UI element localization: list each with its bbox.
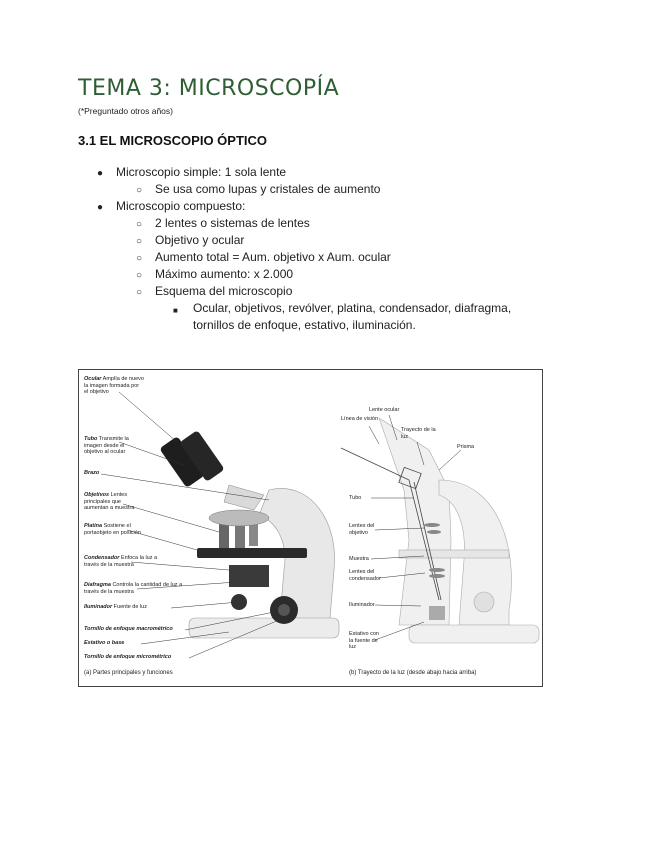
label-iluminador: Iluminador Fuente de luz	[84, 604, 147, 610]
label-condensador: Condensador Enfoca la luz a través de la muestra	[84, 555, 158, 568]
bullet-circle-icon: ○	[136, 253, 143, 264]
label-prisma: Prisma	[457, 444, 475, 450]
list-item: Ocular, objetivos, revólver, platina, condensador, diafragma,	[193, 301, 512, 315]
list-item: Se usa como lupas y cristales de aumento	[155, 182, 381, 196]
list-item: tornillos de enfoque, estativo, iluminación.	[193, 318, 416, 332]
label-tornillo-micrometrico: Tornillo de enfoque micrométrico	[84, 654, 172, 660]
section-heading: 3.1 EL MICROSCOPIO ÓPTICO	[78, 133, 268, 148]
list-item: Esquema del microscopio	[155, 284, 293, 298]
page-title: TEMA 3: MICROSCOPÍA	[78, 76, 340, 101]
label-estativo: Estativo o base	[84, 640, 125, 646]
page-subtitle: (*Preguntado otros años)	[78, 106, 173, 116]
bullet-circle-icon: ○	[136, 219, 143, 230]
label-objetivos: Objetivos Lentes principales que aumentan a muestra	[84, 492, 135, 511]
label-tornillo-macrometrico: Tornillo de enfoque macrométrico	[84, 626, 173, 632]
caption-b: (b) Trayecto de la luz (desde abajo hacia arriba)	[349, 670, 477, 676]
label-brazo: Brazo	[84, 470, 100, 476]
label-estativo-b: Estativo con la fuente de luz	[349, 631, 379, 650]
bullet-circle-icon: ○	[136, 185, 143, 196]
list-item: Aumento total = Aum. objetivo x Aum. ocular	[155, 250, 391, 264]
bullet-square-icon: ■	[173, 306, 178, 315]
label-lente-ocular: Lente ocular	[369, 407, 400, 413]
label-tubo-b: Tubo	[349, 495, 362, 501]
label-tubo: Tubo Transmite la imagen desde el objetivo al ocular	[84, 436, 129, 455]
bullet-circle-icon: ○	[136, 270, 143, 281]
label-ocular: Ocular Amplía de nuevo la imagen formada por el objetivo	[84, 376, 144, 395]
bullet-dot-icon: ●	[97, 202, 104, 213]
bullet-circle-icon: ○	[136, 287, 143, 298]
caption-a: (a) Partes principales y funciones	[84, 670, 173, 676]
bullet-circle-icon: ○	[136, 236, 143, 247]
label-iluminador-b: Iluminador	[349, 602, 375, 608]
list-item: Microscopio simple: 1 sola lente	[116, 165, 287, 179]
label-lentes-condensador: Lentes del condensador	[349, 569, 381, 582]
list-item: 2 lentes o sistemas de lentes	[155, 216, 310, 230]
label-muestra: Muestra	[349, 556, 369, 562]
list-item: Objetivo y ocular	[155, 233, 245, 247]
label-linea-vision: Línea de visión	[341, 416, 378, 422]
bullet-dot-icon: ●	[97, 168, 104, 179]
label-trayecto: Trayecto de la luz	[401, 427, 436, 440]
list-item: Máximo aumento: x 2.000	[155, 267, 294, 281]
microscope-figure	[78, 369, 543, 687]
label-diafragma: Diafragma Controla la cantidad de luz a través de la muestra	[84, 582, 183, 595]
label-lentes-objetivo: Lentes del objetivo	[349, 523, 375, 536]
label-platina: Platina Sostiene el portaobjeto en posición	[84, 523, 141, 536]
list-item: Microscopio compuesto:	[116, 199, 246, 213]
microscope-illustration	[79, 370, 542, 686]
